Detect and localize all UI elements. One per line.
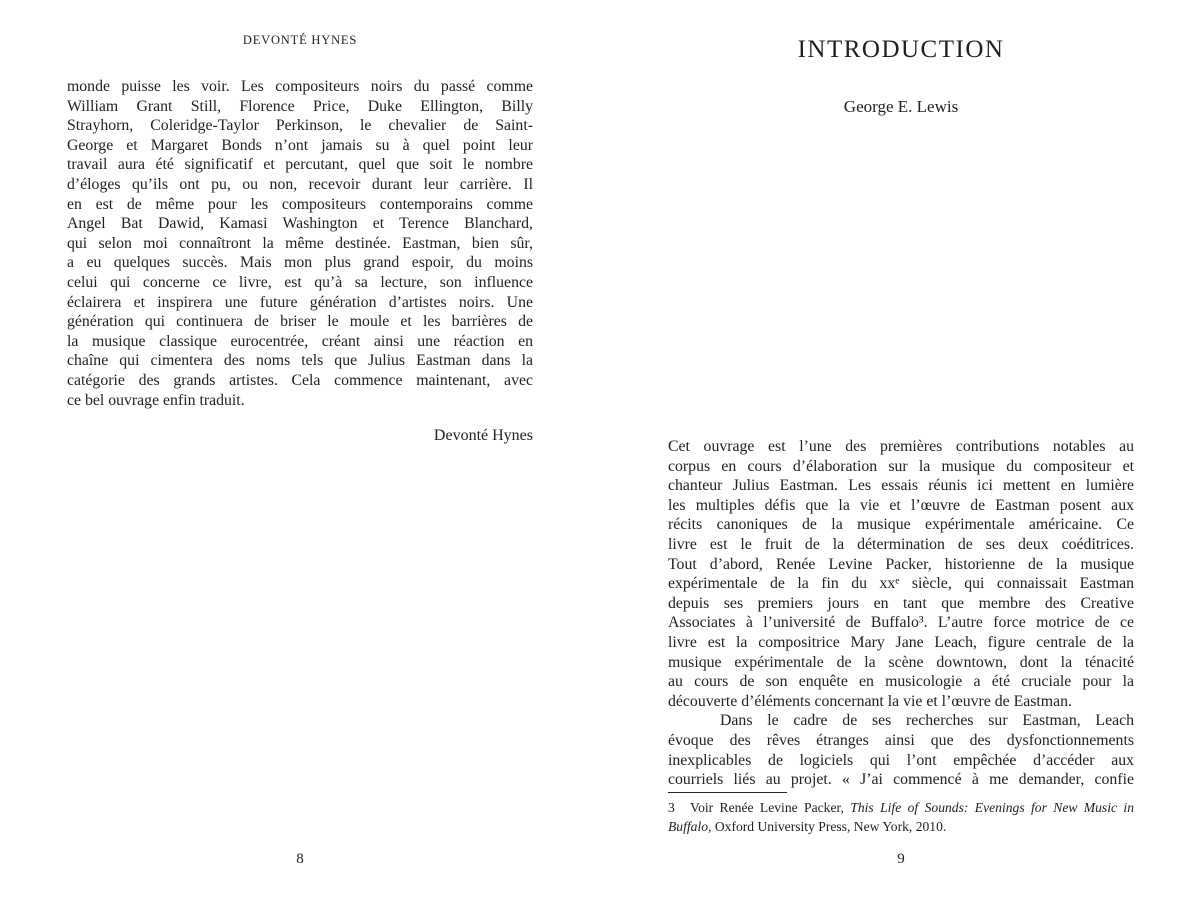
text-line: la musique classique eurocentrée, créant ainsi une réaction en [67, 332, 533, 350]
signature: Devonté Hynes [433, 427, 533, 444]
footnote-rule [668, 792, 787, 793]
text-line: Angel Bat Dawid, Kamasi Washington et Terence Blanchard, [67, 215, 533, 233]
text-line: génération qui continuera de briser le moule et les barrières de [67, 313, 533, 331]
text-line: chaîne qui cimentera des noms tels que Julius Eastman dans la [67, 352, 533, 370]
right-body-text [668, 437, 1134, 790]
text-line: monde puisse les voir. Les compositeurs noirs du passé comme [67, 78, 533, 95]
text-line: George et Margaret Bonds n’ont jamais su à quel point leur [67, 136, 533, 154]
text-line: Cet ouvrage est l’une des premières contributions notables au [668, 438, 1134, 455]
footnote-text-before: Voir Renée Levine Packer, [690, 800, 851, 815]
page-number-left: 8 [296, 851, 304, 867]
text-line: éclairera et inspirera une future génération d’artistes noirs. Une [67, 293, 533, 311]
right-page [668, 0, 1134, 904]
left-page [67, 0, 533, 904]
text-line: Dans le cadre de ses recherches sur Eastman, Leach [720, 712, 1134, 730]
text-line: Strayhorn, Coleridge-Taylor Perkinson, le chevalier de Saint- [67, 117, 533, 135]
text-line: chanteur Julius Eastman. Les essais réunis ici mettent en lumière [668, 477, 1134, 495]
running-header: DEVONTÉ HYNES [242, 33, 358, 47]
text-line: musique expérimentale de la scène downtown, dont la ténacité [668, 653, 1134, 671]
chapter-title: INTRODUCTION [797, 36, 1005, 63]
page-number-right: 9 [897, 851, 905, 867]
footnote [668, 798, 1134, 836]
left-body-text [67, 77, 533, 410]
text-line: livre est la compositrice Mary Jane Leach, figure centrale de la [668, 633, 1134, 651]
text-line: courriels liés au projet. « J’ai commencé à me demander, confie [668, 771, 1134, 789]
footnote-book-title: This Life of Sounds: Evenings for New Music in Buffalo [668, 800, 1134, 834]
footnote-text-after: , Oxford University Press, New York, 2010. [708, 819, 947, 834]
text-line: William Grant Still, Florence Price, Duke Ellington, Billy [67, 97, 533, 115]
text-line: découverte d’éléments concernant la vie et l’œuvre de Eastman. [668, 692, 1072, 710]
text-line: ce bel ouvrage enfin traduit. [67, 391, 245, 409]
text-line: qui selon moi connaîtront la même destinée. Eastman, bien sûr, [67, 234, 533, 252]
text-line: travail aura été significatif et percutant, quel que soit le nombre [67, 156, 533, 174]
text-line: Associates à l’université de Buffalo³. L’autre force motrice de ce [668, 614, 1134, 632]
text-line: au cours de son enquête en musicologie a été cruciale pour la [668, 673, 1134, 691]
text-line: celui qui concerne ce livre, est qu’à sa lecture, son influence [67, 273, 533, 291]
text-line: a eu quelques succès. Mais mon plus grand espoir, du moins [67, 254, 533, 272]
text-line: catégorie des grands artistes. Cela commence maintenant, avec [67, 371, 533, 389]
text-line: livre est le fruit de la détermination de ses deux coéditrices. [668, 535, 1134, 553]
text-line: récits canoniques de la musique expérimentale américaine. Ce [668, 516, 1134, 534]
text-line: en est de même pour les compositeurs contemporains comme [67, 195, 533, 213]
text-line: d’éloges qu’ils ont pu, ou non, recevoir durant leur carrière. Il [67, 175, 533, 193]
text-line: expérimentale de la fin du xxᵉ siècle, qui connaissait Eastman [668, 575, 1134, 593]
text-line: évoque des rêves étranges ainsi que des dysfonctionnements [668, 731, 1134, 749]
text-line: depuis ses premiers jours en tant que membre des Creative [668, 594, 1134, 612]
text-line: inexplicables de logiciels qui l’ont empêchée d’accéder aux [668, 751, 1134, 769]
text-line: Tout d’abord, Renée Levine Packer, historienne de la musique [668, 555, 1134, 573]
text-line: corpus en cours d’élaboration sur la musique du compositeur et [668, 457, 1134, 475]
chapter-author: George E. Lewis [843, 97, 959, 116]
footnote-marker: 3 [668, 800, 675, 815]
text-line: les multiples défis que la vie et l’œuvre de Eastman posent aux [668, 496, 1134, 514]
